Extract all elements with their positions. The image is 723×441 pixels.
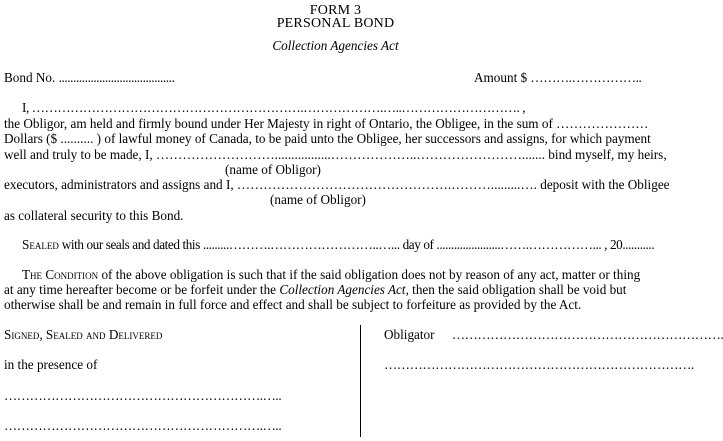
witness-signature-line-1[interactable]: …………………………………………………….…..: [4, 388, 282, 403]
body-line-4: well and truly to be made, I, ……………………….................………………..……………………....... bind myself, my heirs,: [4, 147, 667, 162]
bond-no-label: Bond No.: [4, 70, 56, 85]
obligator-signature-line-2[interactable]: ……………………………………………………………….: [384, 357, 694, 372]
obligor-name-line[interactable]: I, ……………………………………………………….……………….…..………………………. ,: [22, 100, 526, 115]
condition-act-name: Collection Agencies Act: [279, 282, 406, 297]
signature-divider: [360, 325, 361, 437]
condition-text-2a: at any time hereafter become or be forfeit under the: [4, 282, 280, 297]
condition-text-1: of the above obligation is such that if the said obligation does not by reason of any act, matter or thing: [98, 267, 641, 282]
sealed-text: with our seals and dated this .........……….……………………..…... day of ......................…….……………... , 20...........: [58, 237, 655, 252]
body-line-2: the Obligor, am held and firmly bound under Her Majesty in right of Ontario, the Obligee, in the sum of …………………: [4, 116, 649, 131]
condition-line-2: [4, 282, 626, 298]
signed-sealed-delivered: Signed, Sealed and Delivered: [4, 327, 163, 342]
sealed-prefix: Sealed: [22, 237, 59, 252]
condition-line-1: [22, 267, 640, 283]
bond-no-dots[interactable]: ........................................: [58, 70, 175, 85]
form-number: FORM 3: [309, 3, 362, 18]
name-of-obligor-caption-2: (name of Obligor): [270, 192, 366, 207]
condition-line-3: otherwise shall be and remain in full force and effect and shall be subject to forfeiture as provided by the Act.: [4, 297, 582, 312]
obligator-label: Obligator: [384, 327, 435, 342]
obligator-field: [384, 327, 723, 343]
body-line-3: Dollars ($ .......... ) of lawful money of Canada, to be paid unto the Obligee, her successors and assigns, for which payment: [4, 131, 651, 146]
condition-text-2b: , then the said obligation shall be void but: [405, 282, 627, 297]
obligator-signature-line[interactable]: ……………………………………………………….: [451, 327, 723, 342]
body-line-6: as collateral security to this Bond.: [4, 208, 184, 223]
condition-prefix: The Condition: [22, 267, 99, 282]
amount-label: Amount $: [474, 70, 528, 85]
in-presence-of: in the presence of: [4, 357, 98, 372]
witness-signature-line-2[interactable]: …………………………………………………….…..: [4, 418, 282, 433]
body-line-5: executors, administrators and assigns and I, ………………………………………….……….........…. deposit with the Obligee: [4, 177, 670, 192]
sealed-line: [22, 237, 654, 253]
amount-dots[interactable]: ……….……………..: [530, 70, 642, 85]
name-of-obligor-caption-1: (name of Obligor): [225, 162, 321, 177]
bond-no-field: [4, 70, 174, 86]
form-title: PERSONAL BOND: [276, 16, 395, 31]
amount-field: [474, 70, 641, 86]
act-name: Collection Agencies Act: [272, 38, 399, 53]
